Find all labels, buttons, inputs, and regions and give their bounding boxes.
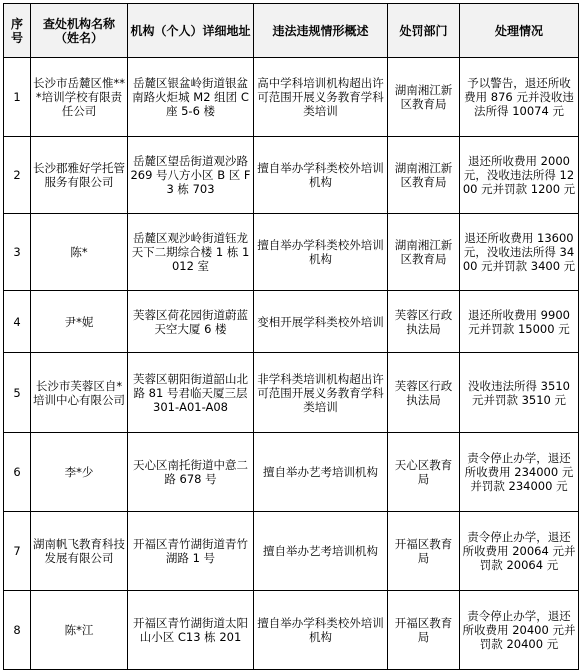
cell-violation: 擅自举办学科类校外培训机构 [254, 137, 388, 214]
cell-result: 退还所收费用 13600 元，没收违法所得 3400 元并罚款 3400 元 [460, 214, 579, 291]
cell-dept: 芙蓉区行政执法局 [388, 291, 460, 353]
cell-address: 岳麓区观沙岭街道钰龙天下二期综合楼 1 栋 1012 室 [128, 214, 254, 291]
cell-violation: 擅自举办学科类校外培训机构 [254, 591, 388, 670]
table-row [4, 591, 579, 670]
header-name: 查处机构名称（姓名） [31, 4, 128, 58]
cell-address: 天心区南托街道中意二路 678 号 [128, 433, 254, 512]
cell-dept: 芙蓉区行政执法局 [388, 353, 460, 433]
cell-address: 芙蓉区荷花园街道蔚蓝天空大厦 6 楼 [128, 291, 254, 353]
cell-dept: 天心区教育局 [388, 433, 460, 512]
cell-name: 长沙郡雅好学托管服务有限公司 [31, 137, 128, 214]
cell-dept: 湖南湘江新区教育局 [388, 137, 460, 214]
header-result: 处理情况 [460, 4, 579, 58]
cell-name: 长沙市岳麓区惟***培训学校有限责任公司 [31, 58, 128, 137]
cell-no: 5 [4, 353, 31, 433]
cell-violation: 非学科类培训机构超出许可范围开展义务教育学科类培训 [254, 353, 388, 433]
cell-result: 退还所收费用 2000 元，没收违法所得 1200 元并罚款 1200 元 [460, 137, 579, 214]
cell-name: 陈* [31, 214, 128, 291]
header-row [4, 4, 579, 58]
cell-address: 开福区青竹湖街道青竹湖路 1 号 [128, 512, 254, 591]
cell-result: 退还所收费用 9900 元并罚款 15000 元 [460, 291, 579, 353]
table-row [4, 214, 579, 291]
cell-no: 8 [4, 591, 31, 670]
cell-dept: 湖南湘江新区教育局 [388, 214, 460, 291]
cell-no: 2 [4, 137, 31, 214]
cell-result: 予以警告，退还所收费用 876 元并没收违法所得 10074 元 [460, 58, 579, 137]
cell-violation: 擅自举办学科类校外培训机构 [254, 214, 388, 291]
cell-dept: 开福区教育局 [388, 512, 460, 591]
table-row [4, 58, 579, 137]
header-address: 机构（个人）详细地址 [128, 4, 254, 58]
cell-address: 开福区青竹湖街道太阳山小区 C13 栋 201 [128, 591, 254, 670]
cell-violation: 擅自举办艺考培训机构 [254, 433, 388, 512]
cell-name: 陈*江 [31, 591, 128, 670]
header-violation: 违法违规情形概述 [254, 4, 388, 58]
cell-name: 湖南帆飞教育科技发展有限公司 [31, 512, 128, 591]
table-row [4, 137, 579, 214]
cell-no: 4 [4, 291, 31, 353]
cell-no: 1 [4, 58, 31, 137]
cell-result: 责令停止办学，退还所收费用 20400 元并罚款 20400 元 [460, 591, 579, 670]
cell-violation: 高中学科培训机构超出许可范围开展义务教育学科类培训 [254, 58, 388, 137]
cell-name: 尹*妮 [31, 291, 128, 353]
table-row [4, 291, 579, 353]
table-row [4, 433, 579, 512]
cell-result: 责令停止办学，退还所收费用 20064 元并罚款 20064 元 [460, 512, 579, 591]
cell-violation: 擅自举办艺考培训机构 [254, 512, 388, 591]
cell-address: 岳麓区望岳街道观沙路 269 号八方小区 B 区 F3 栋 703 [128, 137, 254, 214]
cell-no: 3 [4, 214, 31, 291]
cell-violation: 变相开展学科类校外培训 [254, 291, 388, 353]
cell-result: 没收违法所得 3510 元并罚款 3510 元 [460, 353, 579, 433]
cell-no: 6 [4, 433, 31, 512]
cell-name: 李*少 [31, 433, 128, 512]
cell-address: 芙蓉区朝阳街道韶山北路 81 号君临天厦三层 301-A01-A08 [128, 353, 254, 433]
penalty-table [3, 3, 579, 670]
cell-address: 岳麓区银盆岭街道银盆南路火炬城 M2 组团 C 座 5-6 楼 [128, 58, 254, 137]
header-no: 序号 [4, 4, 31, 58]
table-row [4, 512, 579, 591]
table-row [4, 353, 579, 433]
cell-dept: 开福区教育局 [388, 591, 460, 670]
header-dept: 处罚部门 [388, 4, 460, 58]
cell-name: 长沙市芙蓉区自*培训中心有限公司 [31, 353, 128, 433]
cell-result: 责令停止办学，退还所收费用 234000 元并罚款 234000 元 [460, 433, 579, 512]
cell-dept: 湖南湘江新区教育局 [388, 58, 460, 137]
cell-no: 7 [4, 512, 31, 591]
